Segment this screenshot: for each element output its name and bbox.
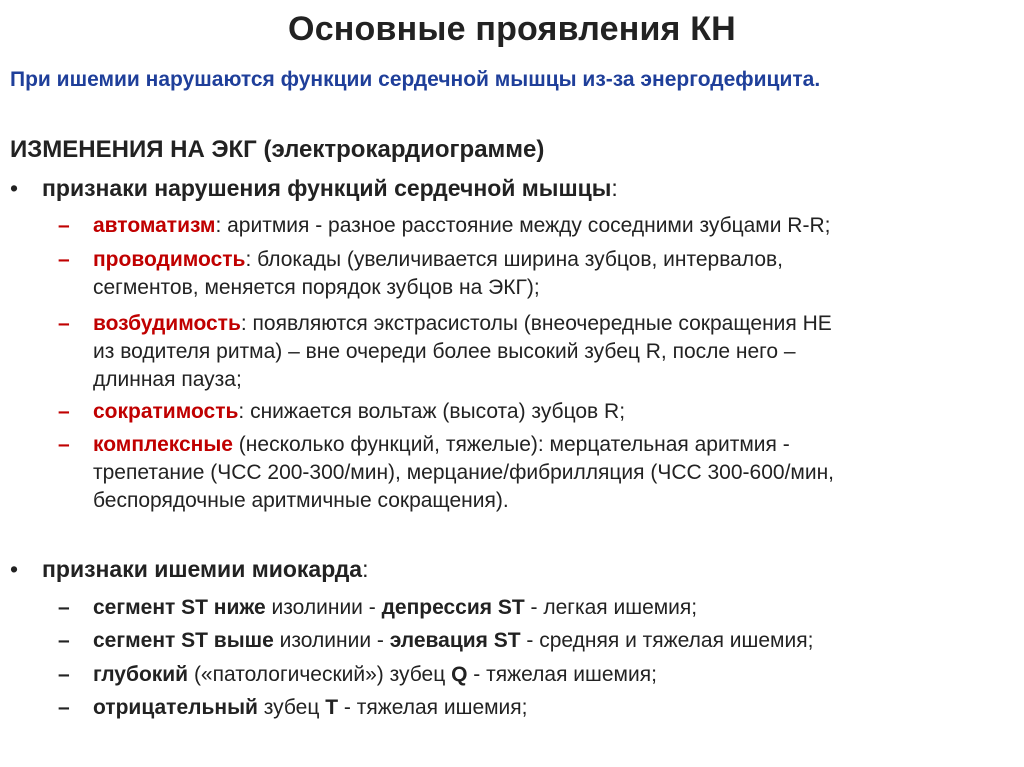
dash-marker: – bbox=[58, 629, 70, 652]
sub-item-text bbox=[93, 661, 1013, 689]
sub-item-part1: глубокий bbox=[93, 663, 189, 686]
sub-item-line bbox=[93, 431, 1013, 459]
sub-item-part3: Т bbox=[325, 696, 339, 719]
sub-item-text bbox=[93, 594, 1013, 622]
bullet-text bbox=[42, 555, 368, 583]
bullet-label: признаки ишемии миокарда bbox=[42, 556, 363, 582]
sub-item-line2: из водителя ритма) – вне очереди более высокий зубец R, после него – bbox=[93, 340, 796, 363]
sub-item-text bbox=[93, 398, 1013, 426]
sub-item-part3: элевация ST bbox=[389, 629, 521, 652]
slide-title: Основные проявления КН bbox=[288, 10, 736, 48]
sub-item-line1: : блокады (увеличивается ширина зубцов, интервалов, bbox=[245, 248, 783, 271]
bullet-text bbox=[42, 174, 618, 202]
slide-subtitle: При ишемии нарушаются функции сердечной мышцы из-за энергодефицита. bbox=[10, 68, 821, 91]
dash-marker: – bbox=[58, 596, 70, 619]
dash-marker: – bbox=[58, 663, 70, 686]
bullet-marker: • bbox=[10, 556, 19, 582]
bullet-suffix: : bbox=[362, 556, 369, 582]
sub-item-part1: отрицательный bbox=[93, 696, 258, 719]
sub-item-text bbox=[93, 246, 1013, 302]
sub-item-part3: депрессия ST bbox=[381, 596, 525, 619]
term-excitability: возбудимость bbox=[93, 312, 241, 335]
sub-item-part2: изолинии - bbox=[265, 596, 382, 619]
sub-item-text bbox=[93, 310, 1013, 394]
dash-marker: – bbox=[58, 248, 70, 271]
sub-item-part4: - тяжелая ишемия; bbox=[467, 663, 657, 686]
bullet-marker: • bbox=[10, 175, 19, 201]
sub-item-part2: («патологический») зубец bbox=[188, 663, 452, 686]
term-conductivity: проводимость bbox=[93, 248, 246, 271]
term-automatism: автоматизм bbox=[93, 214, 216, 237]
sub-item-line bbox=[93, 246, 1013, 274]
sub-item-text bbox=[93, 212, 1013, 240]
sub-item-part1: сегмент ST выше bbox=[93, 629, 274, 652]
sub-item-line3: длинная пауза; bbox=[93, 368, 242, 391]
sub-item-line bbox=[93, 310, 1013, 338]
dash-marker: – bbox=[58, 696, 70, 719]
sub-item-part3: Q bbox=[451, 663, 468, 686]
sub-item-part4: - тяжелая ишемия; bbox=[338, 696, 528, 719]
bullet-label: признаки нарушения функций сердечной мышцы bbox=[42, 175, 612, 201]
sub-item-part4: - средняя и тяжелая ишемия; bbox=[520, 629, 814, 652]
sub-item-line1: : аритмия - разное расстояние между соседними зубцами R-R; bbox=[215, 214, 831, 237]
term-contractility: сократимость bbox=[93, 400, 239, 423]
sub-item-line1: : появляются экстрасистолы (внеочередные сокращения НЕ bbox=[240, 312, 832, 335]
sub-item-part2: зубец bbox=[257, 696, 326, 719]
sub-item-line3: беспорядочные аритмичные сокращения). bbox=[93, 489, 509, 512]
dash-marker: – bbox=[58, 214, 70, 237]
sub-item-line2: трепетание (ЧСС 200-300/мин), мерцание/фибрилляция (ЧСС 300-600/мин, bbox=[93, 461, 835, 484]
sub-item-line1: : снижается вольтаж (высота) зубцов R; bbox=[238, 400, 626, 423]
sub-item-line2: сегментов, меняется порядок зубцов на ЭКГ); bbox=[93, 276, 540, 299]
dash-marker: – bbox=[58, 400, 70, 423]
section-heading: ИЗМЕНЕНИЯ НА ЭКГ (электрокардиограмме) bbox=[10, 136, 545, 163]
sub-item-text bbox=[93, 431, 1013, 515]
sub-item-part2: изолинии - bbox=[273, 629, 390, 652]
sub-item-text bbox=[93, 694, 1013, 722]
dash-marker: – bbox=[58, 312, 70, 335]
bullet-suffix: : bbox=[611, 175, 618, 201]
term-complex: комплексные bbox=[93, 433, 233, 456]
sub-item-text bbox=[93, 627, 1013, 655]
sub-item-part4: - легкая ишемия; bbox=[524, 596, 698, 619]
sub-item-line1: (несколько функций, тяжелые): мерцательная аритмия - bbox=[232, 433, 790, 456]
sub-item-part1: сегмент ST ниже bbox=[93, 596, 266, 619]
dash-marker: – bbox=[58, 433, 70, 456]
